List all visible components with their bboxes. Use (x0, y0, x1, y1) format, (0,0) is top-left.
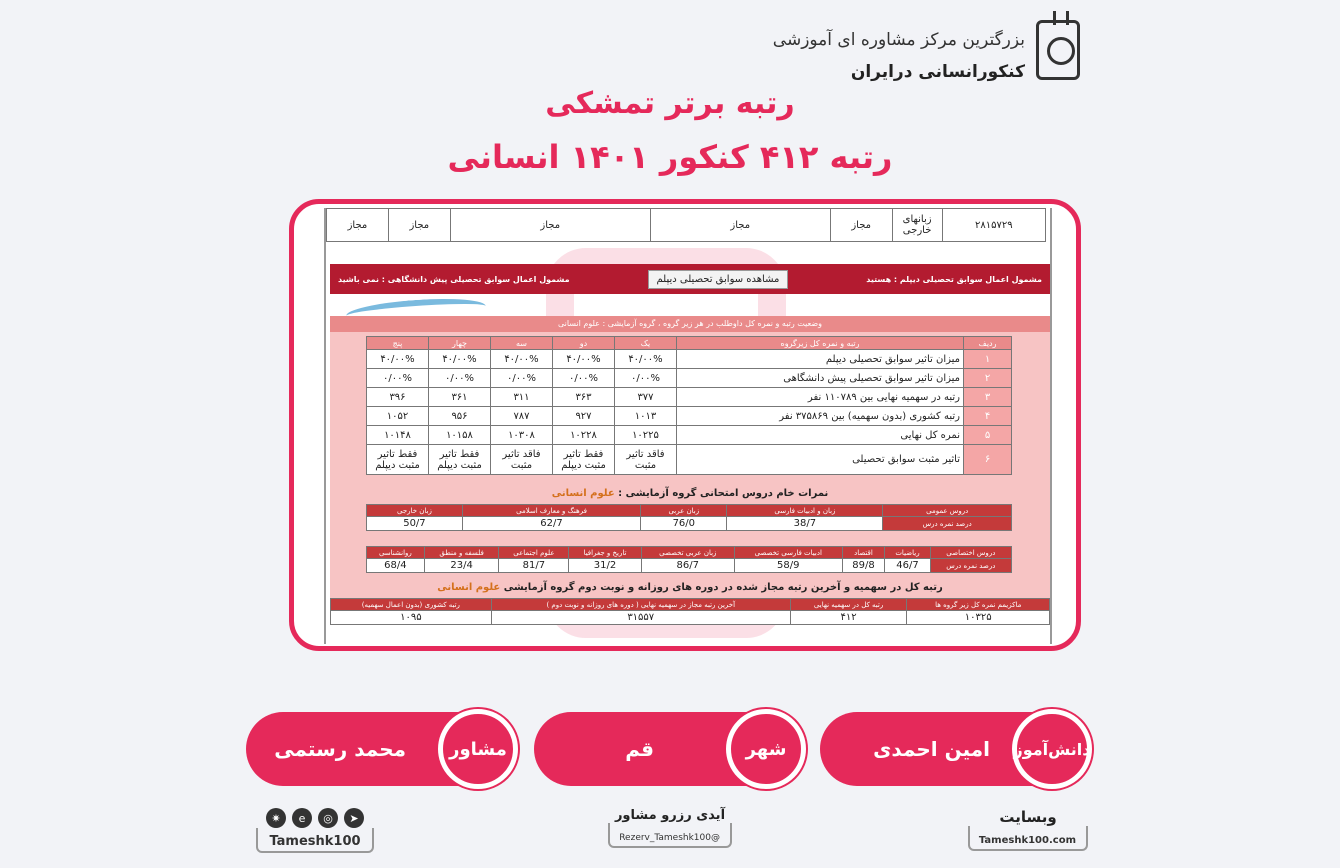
col-header: رتبه کشوری (بدون اعمال سهمیه) (331, 599, 492, 611)
col-header: دو (553, 337, 615, 350)
table-cell: 46/7 (885, 559, 930, 573)
preuniversity-status: مشمول اعمال سوابق تحصیلی پیش دانشگاهی : نمی باشید (338, 274, 570, 284)
row-label: میزان تاثیر سوابق تحصیلی دیپلم (677, 350, 964, 369)
table-cell: 62/7 (462, 517, 640, 531)
rank-table (366, 336, 1012, 475)
table-cell: فقط تاثیر مثبت دیپلم (429, 445, 491, 475)
row-label: درصد نمره درس (883, 517, 1012, 531)
instagram-icon[interactable]: ◎ (318, 808, 338, 828)
table-cell: ۹۲۷ (553, 407, 615, 426)
table-cell: ۷۸۷ (491, 407, 553, 426)
table-row (367, 407, 1012, 426)
table-row (367, 445, 1012, 475)
col-header: زبان و ادبیات فارسی (727, 505, 883, 517)
website-link[interactable]: Tameshk100.com (978, 835, 1076, 846)
advisor-label: مشاور (438, 709, 518, 789)
specialized-courses-table (366, 546, 1012, 573)
table-cell: مجاز (830, 209, 892, 242)
row-label: میزان تاثیر سوابق تحصیلی پیش دانشگاهی (677, 369, 964, 388)
brand-tagline: بزرگترین مرکز مشاوره ای آموزشی (772, 30, 1025, 50)
row-label: تاثیر مثبت سوابق تحصیلی (677, 445, 964, 475)
col-header: آخرین رتبه مجاز در سهمیه نهایی ( دوره های روزانه و نوبت دوم ) (491, 599, 790, 611)
social-handle: Tameshk100 (269, 834, 361, 849)
student-card (820, 712, 1090, 786)
table-cell: ۰/۰۰% (615, 369, 677, 388)
results-panel (330, 316, 1050, 623)
col-header: ردیف (964, 337, 1012, 350)
table-cell: فاقد تاثیر مثبت (615, 445, 677, 475)
table-cell: ۴۰/۰۰% (553, 350, 615, 369)
table-cell: ۴۰/۰۰% (491, 350, 553, 369)
col-header: پنج (367, 337, 429, 350)
booking-id-link[interactable]: @Rezerv_Tameshk100 (619, 833, 720, 843)
col-header: رتبه و نمره کل زیرگروه (677, 337, 964, 350)
table-cell: ۲۸۱۵۷۲۹ (942, 209, 1045, 242)
city-card (534, 712, 804, 786)
col-header: اقتصاد (842, 547, 885, 559)
table-cell: ۱۰۳۰۸ (491, 426, 553, 445)
final-rank-table (330, 598, 1050, 625)
table-cell: 58/9 (734, 559, 842, 573)
advisor-card (246, 712, 516, 786)
brand-name: کنکورانسانی درایران (850, 62, 1025, 82)
row-label: درصد نمره درس (930, 559, 1011, 573)
raw-scores-title (330, 488, 1050, 499)
top-status-table (326, 208, 1046, 242)
social-icons (256, 808, 374, 828)
booking-block (608, 808, 732, 860)
social-block (256, 808, 374, 860)
page-subtitle: رتبه ۴۱۲ کنکور ۱۴۰۱ انسانی (447, 138, 893, 176)
table-cell: 50/7 (367, 517, 463, 531)
col-header: زبان خارجی (367, 505, 463, 517)
table-cell: 76/0 (641, 517, 727, 531)
table-row (367, 388, 1012, 407)
row-index: ۳ (964, 388, 1012, 407)
table-cell: ۱۰۲۲۵ (615, 426, 677, 445)
general-courses-table (366, 504, 1012, 531)
col-header: فلسفه و منطق (424, 547, 499, 559)
row-label: رتبه در سهمیه نهایی بین ۱۱۰۷۸۹ نفر (677, 388, 964, 407)
table-cell: ۱۰۱۳ (615, 407, 677, 426)
table-row (367, 426, 1012, 445)
table-cell: ۰/۰۰% (367, 369, 429, 388)
booking-id-box (608, 823, 732, 848)
table-cell: ۳۷۷ (615, 388, 677, 407)
final-rank-title (330, 582, 1050, 593)
eitaa-icon[interactable]: e (292, 808, 312, 828)
website-url-box (968, 826, 1088, 851)
table-row (367, 369, 1012, 388)
raw-scores-title-text: نمرات خام دروس امتحانی گروه آزمایشی : (618, 488, 829, 499)
table-cell: ۱۰۱۴۸ (367, 426, 429, 445)
records-bar (330, 264, 1050, 294)
table-cell: فقط تاثیر مثبت دیپلم (367, 445, 429, 475)
table-cell: 23/4 (424, 559, 499, 573)
raw-scores-group: علوم انسانی (551, 488, 615, 499)
col-header: یک (615, 337, 677, 350)
table-cell: ۹۵۶ (429, 407, 491, 426)
table-cell: 38/7 (727, 517, 883, 531)
table-cell: مجاز (388, 209, 450, 242)
col-header: سه (491, 337, 553, 350)
table-cell: 81/7 (499, 559, 569, 573)
table-cell: ۱۰۳۲۵ (907, 611, 1050, 625)
row-index: ۲ (964, 369, 1012, 388)
website-block (968, 808, 1088, 860)
table-row (367, 350, 1012, 369)
table-cell: 31/2 (569, 559, 641, 573)
row-index: ۱ (964, 350, 1012, 369)
table-cell: ۳۶۳ (553, 388, 615, 407)
social-handle-box (256, 828, 374, 853)
table-cell: زبانهای خارجی (892, 209, 942, 242)
city-label: شهر (726, 709, 806, 789)
status-header: وضعیت رتبه و نمره کل داوطلب در هر زیر گروه ، گروه آزمایشی : علوم انسانی (330, 316, 1050, 332)
table-cell: 86/7 (641, 559, 734, 573)
col-header: فرهنگ و معارف اسلامی (462, 505, 640, 517)
page-title: رتبه برتر تمشکی (545, 86, 795, 121)
student-label: دانش‌آموز (1012, 709, 1092, 789)
row-label: رتبه کشوری (بدون سهمیه) بین ۳۷۵۸۶۹ نفر (677, 407, 964, 426)
table-cell: ۰/۰۰% (491, 369, 553, 388)
table-cell: مجاز (650, 209, 830, 242)
telegram-icon[interactable]: ➤ (344, 808, 364, 828)
table-cell: ۴۰/۰۰% (429, 350, 491, 369)
table-cell: ۴۱۲ (790, 611, 907, 625)
website-title: وبسایت (999, 808, 1057, 826)
col-header: زبان عربی (641, 505, 727, 517)
table-cell: ۰/۰۰% (553, 369, 615, 388)
view-diploma-records-button[interactable]: مشاهده سوابق تحصیلی دیپلم (648, 270, 789, 289)
table-cell: ۰/۰۰% (429, 369, 491, 388)
diploma-status: مشمول اعمال سوابق تحصیلی دیپلم : هستید (866, 274, 1042, 284)
table-cell: ۴۰/۰۰% (367, 350, 429, 369)
table-cell: فاقد تاثیر مثبت (491, 445, 553, 475)
report-sheet (324, 208, 1052, 644)
student-name: امین احمدی (873, 737, 990, 761)
row-index: ۴ (964, 407, 1012, 426)
row-index: ۶ (964, 445, 1012, 475)
col-header: علوم اجتماعی (499, 547, 569, 559)
col-header: ادبیات فارسی تخصصی (734, 547, 842, 559)
col-header: رتبه کل در سهمیه نهایی (790, 599, 907, 611)
row-index: ۵ (964, 426, 1012, 445)
row-label: دروس اختصاصی (930, 547, 1011, 559)
booking-title: آیدی رزرو مشاور (614, 808, 726, 823)
table-cell: ۳۶۱ (429, 388, 491, 407)
table-cell: ۳۹۶ (367, 388, 429, 407)
city-name: قم (625, 737, 654, 761)
table-cell: مجاز (450, 209, 650, 242)
table-cell: ۱۰۱۵۸ (429, 426, 491, 445)
col-header: زبان عربی تخصصی (641, 547, 734, 559)
col-header: روانشناسی (367, 547, 425, 559)
final-rank-title-text: رتبه کل در سهمیه و آخرین رتبه مجاز شده در دوره های روزانه و نوبت دوم گروه آزمایشی (503, 582, 943, 593)
row-label: نمره کل نهایی (677, 426, 964, 445)
report-frame (289, 199, 1081, 651)
col-header: ماکزیمم نمره کل زیر گروه ها (907, 599, 1050, 611)
raspberry-logo-icon (1036, 20, 1080, 80)
table-cell: ۳۱۱ (491, 388, 553, 407)
table-cell: ۱۰۲۲۸ (553, 426, 615, 445)
table-cell: ۱۰۵۲ (367, 407, 429, 426)
table-cell: ۱۰۹۵ (331, 611, 492, 625)
brand-header (770, 18, 1080, 88)
table-cell: فقط تاثیر مثبت دیپلم (553, 445, 615, 475)
table-cell: 68/4 (367, 559, 425, 573)
col-header: چهار (429, 337, 491, 350)
advisor-name: محمد رستمی (274, 737, 406, 761)
table-cell: 89/8 (842, 559, 885, 573)
table-cell: ۴۰/۰۰% (615, 350, 677, 369)
network-icon[interactable]: ✷ (266, 808, 286, 828)
table-cell: مجاز (327, 209, 389, 242)
final-rank-group: علوم انسانی (437, 582, 501, 593)
row-label: دروس عمومی (883, 505, 1012, 517)
table-cell: ۳۱۵۵۷ (491, 611, 790, 625)
col-header: تاریخ و جغرافیا (569, 547, 641, 559)
col-header: ریاضیات (885, 547, 930, 559)
